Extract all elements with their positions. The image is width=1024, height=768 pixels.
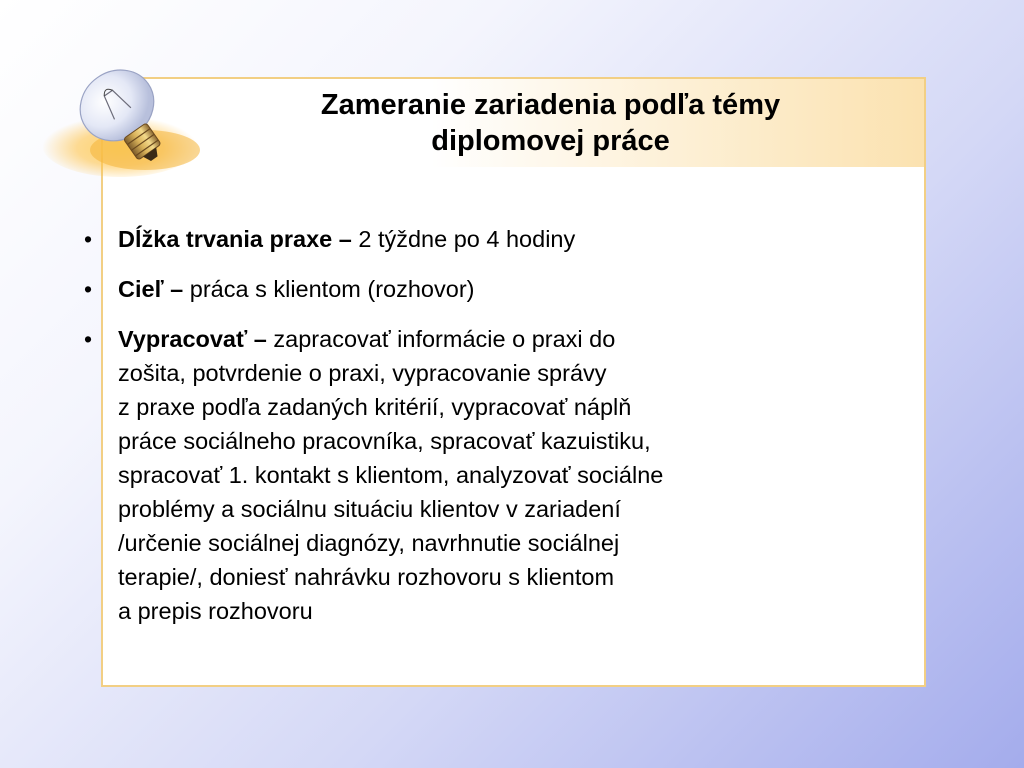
bullet-term: Dĺžka trvania praxe – [118, 226, 352, 252]
slide-title-line-1: Zameranie zariadenia podľa témy [320, 89, 781, 121]
bullet-term: Cieľ – [118, 276, 184, 302]
slide-title-line-2: diplomovej práce [431, 125, 670, 157]
list-item [84, 272, 864, 306]
bullet-text: 2 týždne po 4 hodiny [351, 226, 576, 252]
bullet-text-line: /určenie sociálnej diagnózy, navrhnutie sociálnej [118, 530, 620, 556]
bullet-text-line: z praxe podľa zadaných kritérií, vypracovať náplň [118, 394, 632, 420]
bullet-list [84, 222, 864, 644]
bullet-dot-icon: • [84, 326, 93, 352]
bullet-text-line: problémy a sociálnu situáciu klientov v zariadení [118, 496, 621, 522]
list-item [84, 322, 864, 628]
light-bulb-icon [40, 50, 230, 180]
bullet-text-line: a prepis rozhovoru [118, 598, 313, 624]
bullet-term: Vypracovať – [118, 326, 267, 352]
bullet-text-line: zošita, potvrdenie o praxi, vypracovanie správy [118, 360, 607, 386]
bullet-text-line: terapie/, doniesť nahrávku rozhovoru s klientom [118, 564, 615, 590]
bullet-text: zapracovať informácie o praxi do [266, 326, 616, 352]
slide-title [258, 87, 843, 159]
bullet-text: práca s klientom (rozhovor) [183, 276, 475, 302]
bullet-text-line: spracovať 1. kontakt s klientom, analyzovať sociálne [118, 462, 664, 488]
bullet-dot-icon: • [84, 226, 93, 252]
bullet-text-line: práce sociálneho pracovníka, spracovať kazuistiku, [118, 428, 651, 454]
bullet-dot-icon: • [84, 276, 93, 302]
list-item [84, 222, 864, 256]
